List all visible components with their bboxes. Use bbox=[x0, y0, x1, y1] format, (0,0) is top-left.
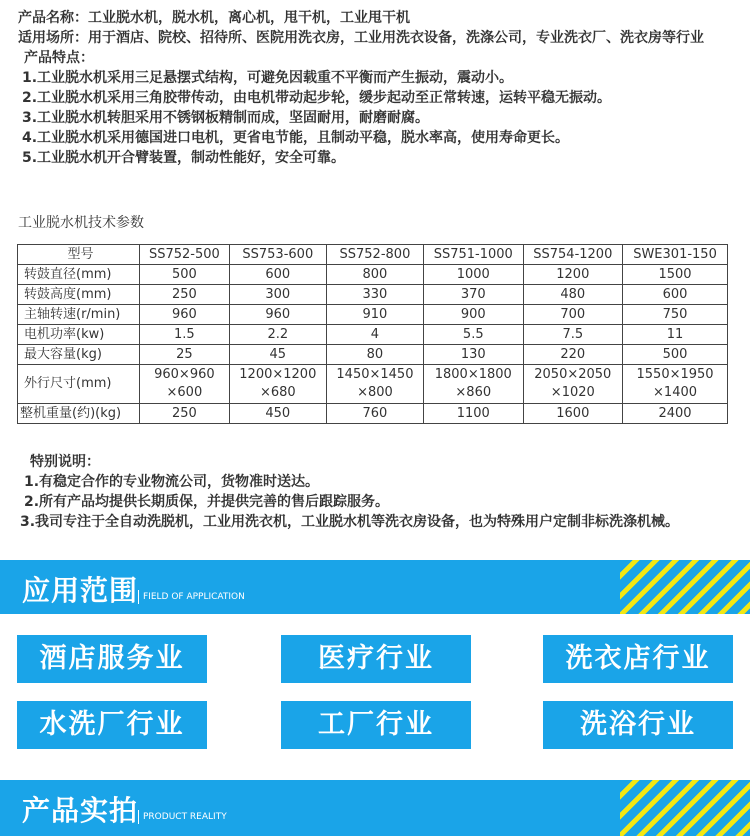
table-cell: 1600 bbox=[523, 404, 623, 424]
table-cell: 960 bbox=[229, 305, 326, 325]
application-banner-subtitle: FIELD OF APPLICATION bbox=[143, 592, 245, 602]
table-cell: 25 bbox=[140, 345, 230, 365]
note-item: 3.我司专注于全自动洗脱机，工业用洗衣机，工业脱水机等洗衣房设备，也为特殊用户定制非标洗涤机械。 bbox=[20, 514, 680, 530]
spec-table-title: 工业脱水机技术参数 bbox=[18, 215, 144, 231]
application-tile-washing-plant[interactable]: 水洗厂行业 bbox=[17, 701, 207, 749]
table-cell: 80 bbox=[326, 345, 423, 365]
cell-line: 960×960 bbox=[154, 367, 215, 382]
note-item: 1.有稳定合作的专业物流公司，货物准时送达。 bbox=[24, 474, 320, 490]
cell-line: 1800×1800 bbox=[434, 367, 512, 382]
table-cell: 300 bbox=[229, 285, 326, 305]
table-cell: 220 bbox=[523, 345, 623, 365]
feature-item: 1.工业脱水机采用三足悬摆式结构，可避免因载重不平衡而产生振动，震动小。 bbox=[22, 70, 514, 86]
table-cell: 960 bbox=[140, 305, 230, 325]
table-cell: 700 bbox=[523, 305, 623, 325]
product-name: 产品名称：工业脱水机，脱水机，离心机，甩干机，工业甩干机 bbox=[18, 10, 410, 26]
application-banner-title: 应用范围 bbox=[22, 574, 139, 607]
table-row bbox=[18, 245, 728, 265]
table-cell: 4 bbox=[326, 325, 423, 345]
table-cell: 450 bbox=[229, 404, 326, 424]
cell-line: 1550×1950 bbox=[636, 367, 714, 382]
table-cell: 2.2 bbox=[229, 325, 326, 345]
table-cell bbox=[140, 365, 230, 404]
cell-line: ×1020 bbox=[550, 385, 595, 400]
row-label: 电机功率(kw) bbox=[18, 325, 140, 345]
table-cell: 760 bbox=[326, 404, 423, 424]
stripe-decoration bbox=[620, 560, 750, 614]
table-cell: 600 bbox=[229, 265, 326, 285]
stripe-decoration bbox=[620, 780, 750, 836]
product-banner-title: 产品实拍 bbox=[22, 794, 139, 827]
note-item: 2.所有产品均提供长期质保，并提供完善的售后跟踪服务。 bbox=[24, 494, 390, 510]
feature-item: 3.工业脱水机转胆采用不锈钢板精制而成，坚固耐用，耐磨耐腐。 bbox=[22, 110, 430, 126]
row-label: 主轴转速(r/min) bbox=[18, 305, 140, 325]
table-cell: 1100 bbox=[424, 404, 524, 424]
product-banner-subtitle: PRODUCT REALITY bbox=[143, 812, 227, 822]
table-row bbox=[18, 305, 728, 325]
table-cell: 330 bbox=[326, 285, 423, 305]
table-row bbox=[18, 265, 728, 285]
row-label: 转鼓高度(mm) bbox=[18, 285, 140, 305]
table-cell: 910 bbox=[326, 305, 423, 325]
table-row bbox=[18, 285, 728, 305]
table-cell bbox=[229, 365, 326, 404]
feature-item: 4.工业脱水机采用德国进口电机，更省电节能，且制动平稳，脱水率高，使用寿命更长。 bbox=[22, 130, 570, 146]
feature-item: 2.工业脱水机采用三角胶带传动，由电机带动起步轮，缓步起动至正常转速，运转平稳无振动。 bbox=[22, 90, 612, 106]
cell-line: ×860 bbox=[455, 385, 492, 400]
table-cell: 370 bbox=[424, 285, 524, 305]
table-cell bbox=[424, 365, 524, 404]
application-banner bbox=[0, 560, 750, 614]
table-cell: SS752-500 bbox=[140, 245, 230, 265]
table-cell: 1000 bbox=[424, 265, 524, 285]
table-cell: SS752-800 bbox=[326, 245, 423, 265]
cell-line: ×800 bbox=[357, 385, 393, 400]
table-row bbox=[18, 345, 728, 365]
table-cell: 500 bbox=[140, 265, 230, 285]
row-label: 外行尺寸(mm) bbox=[18, 365, 140, 404]
special-notes bbox=[20, 452, 730, 532]
product-reality-banner bbox=[0, 780, 750, 836]
table-row bbox=[18, 365, 728, 404]
table-row bbox=[18, 325, 728, 345]
cell-line: 1450×1450 bbox=[336, 367, 414, 382]
application-tile-factory[interactable]: 工厂行业 bbox=[281, 701, 471, 749]
application-tile-bathing[interactable]: 洗浴行业 bbox=[543, 701, 733, 749]
table-cell bbox=[326, 365, 423, 404]
table-cell: SWE301-150 bbox=[623, 245, 728, 265]
table-cell: 800 bbox=[326, 265, 423, 285]
feature-item: 5.工业脱水机开合臂装置，制动性能好，安全可靠。 bbox=[22, 150, 346, 166]
header-model-label: 型号 bbox=[18, 245, 140, 265]
table-cell: 250 bbox=[140, 404, 230, 424]
table-cell: 5.5 bbox=[424, 325, 524, 345]
cell-line: ×1400 bbox=[653, 385, 698, 400]
table-cell: 250 bbox=[140, 285, 230, 305]
row-label: 最大容量(kg) bbox=[18, 345, 140, 365]
table-cell: 45 bbox=[229, 345, 326, 365]
spec-table bbox=[17, 244, 728, 424]
table-cell: SS751-1000 bbox=[424, 245, 524, 265]
table-cell bbox=[623, 365, 728, 404]
product-intro bbox=[18, 8, 738, 168]
cell-line: ×600 bbox=[166, 385, 203, 400]
table-cell: 1.5 bbox=[140, 325, 230, 345]
row-label: 转鼓直径(mm) bbox=[18, 265, 140, 285]
table-row bbox=[18, 404, 728, 424]
features-title: 产品特点： bbox=[24, 50, 94, 66]
table-cell: SS754-1200 bbox=[523, 245, 623, 265]
application-tile-laundry-shop[interactable]: 洗衣店行业 bbox=[543, 635, 733, 683]
table-cell: 1200 bbox=[523, 265, 623, 285]
cell-line: ×680 bbox=[259, 385, 296, 400]
table-cell: 7.5 bbox=[523, 325, 623, 345]
cell-line: 1200×1200 bbox=[239, 367, 317, 382]
table-cell: 130 bbox=[424, 345, 524, 365]
table-cell: SS753-600 bbox=[229, 245, 326, 265]
notes-title: 特别说明： bbox=[30, 454, 100, 470]
row-label: 整机重量(约)(kg) bbox=[18, 404, 140, 424]
table-cell: 2400 bbox=[623, 404, 728, 424]
table-cell bbox=[523, 365, 623, 404]
table-cell: 480 bbox=[523, 285, 623, 305]
table-cell: 500 bbox=[623, 345, 728, 365]
table-cell: 1500 bbox=[623, 265, 728, 285]
banner-divider bbox=[138, 590, 139, 604]
banner-divider bbox=[138, 810, 139, 824]
table-cell: 750 bbox=[623, 305, 728, 325]
table-cell: 11 bbox=[623, 325, 728, 345]
table-cell: 600 bbox=[623, 285, 728, 305]
application-tile-medical[interactable]: 医疗行业 bbox=[281, 635, 471, 683]
usage-place: 适用场所：用于酒店、院校、招待所、医院用洗衣房，工业用洗衣设备，洗涤公司，专业洗衣厂、洗衣房等行业 bbox=[18, 30, 704, 46]
cell-line: 2050×2050 bbox=[534, 367, 612, 382]
table-cell: 900 bbox=[424, 305, 524, 325]
application-tile-hotel[interactable]: 酒店服务业 bbox=[17, 635, 207, 683]
